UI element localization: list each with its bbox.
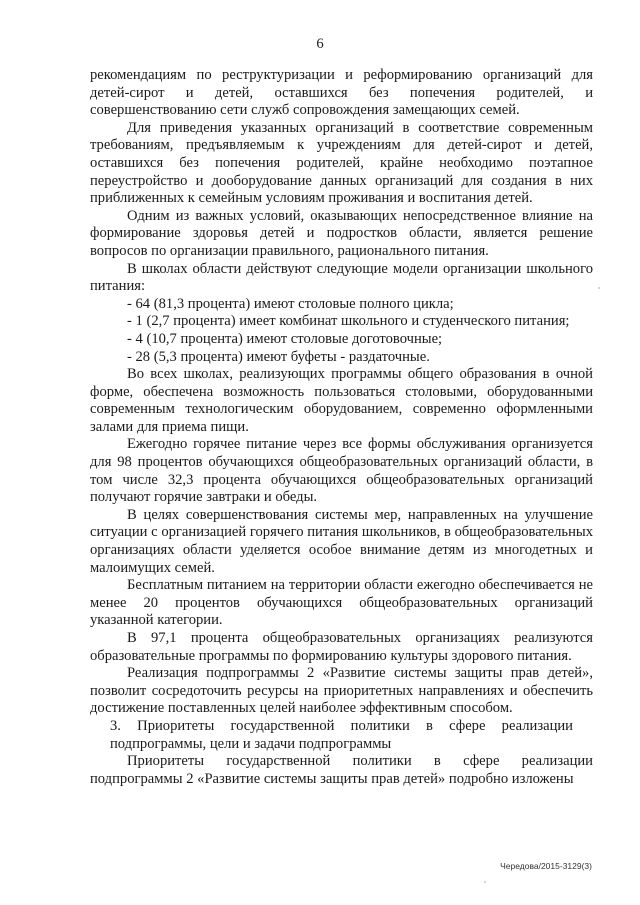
document-body <box>90 67 593 788</box>
paragraph: Реализация подпрограммы 2 «Развитие системы защиты прав детей», позволит сосредоточить ресурсы на приоритетных направлениях и обеспечить достижение поставленных целей наиболее эффективным способом. <box>90 665 593 717</box>
document-code: Чередова/2015-3129(3) <box>500 861 592 871</box>
paragraph: Приоритеты государственной политики в сфере реализации подпрограммы 2 «Развитие системы защиты прав детей» подробно изложены <box>90 753 593 787</box>
paragraph: В 97,1 процента общеобразовательных организациях реализуются образовательные программы по формированию культуры здорового питания. <box>90 630 593 664</box>
paragraph: Во всех школах, реализующих программы общего образования в очной форме, обеспечена возможность пользоваться столовыми, оборудованными современным технологическим оборудованием, современно оформленными залами для приема пищи. <box>90 366 593 435</box>
paragraph: В школах области действуют следующие модели организации школьного питания: <box>90 260 593 295</box>
page-number: 6 <box>316 36 324 52</box>
paragraph: Ежегодно горячее питание через все формы обслуживания организуется для 98 процентов обучающихся общеобразовательных организаций области, в том числе 32,3 процента обучающихся общеобразовательных организаций получают горячие завтраки и обеды. <box>90 436 593 506</box>
list-item: - 64 (81,3 процента) имеют столовые полного цикла; <box>127 295 454 312</box>
section-heading: 3. Приоритеты государственной политики в сфере реализации подпрограммы, цели и задачи подпрограммы <box>110 717 573 752</box>
scan-speck <box>598 287 600 289</box>
paragraph: В целях совершенствования системы мер, направленных на улучшение ситуации с организацией горячего питания школьников, в общеобразовательных организациях области уделяется особое внимание детям из многодетных и малоимущих семей. <box>90 506 593 576</box>
paragraph: Одним из важных условий, оказывающих непосредственное влияние на формирование здоровья детей и подростков области, является решение вопросов по организации правильного, рационального питания. <box>90 207 593 259</box>
list-item: - 1 (2,7 процента) имеет комбинат школьного и студенческого питания; <box>127 313 570 330</box>
scan-speck <box>484 881 486 883</box>
list-item: - 4 (10,7 процента) имеют столовые доготовочные; <box>127 330 443 347</box>
paragraph: рекомендациям по реструктуризации и реформированию организаций для детей-сирот и детей, оставшихся без попечения родителей, и совершенствованию сети служб сопровождения замещающих семей. <box>90 67 593 119</box>
paragraph: Бесплатным питанием на территории области ежегодно обеспечивается не менее 20 процентов обучающихся общеобразовательных организаций указанной категории. <box>90 577 593 629</box>
list-item: - 28 (5,3 процента) имеют буфеты - раздаточные. <box>127 348 430 365</box>
paragraph: Для приведения указанных организаций в соответствие современным требованиям, предъявляемым к учреждениям для детей-сирот и детей, оставшихся без попечения родителей, крайне необходимо поэтапное переустройство и дооборудование данных организаций для создания в них приближенных к семейным условиям проживания и воспитания детей. <box>90 119 593 207</box>
